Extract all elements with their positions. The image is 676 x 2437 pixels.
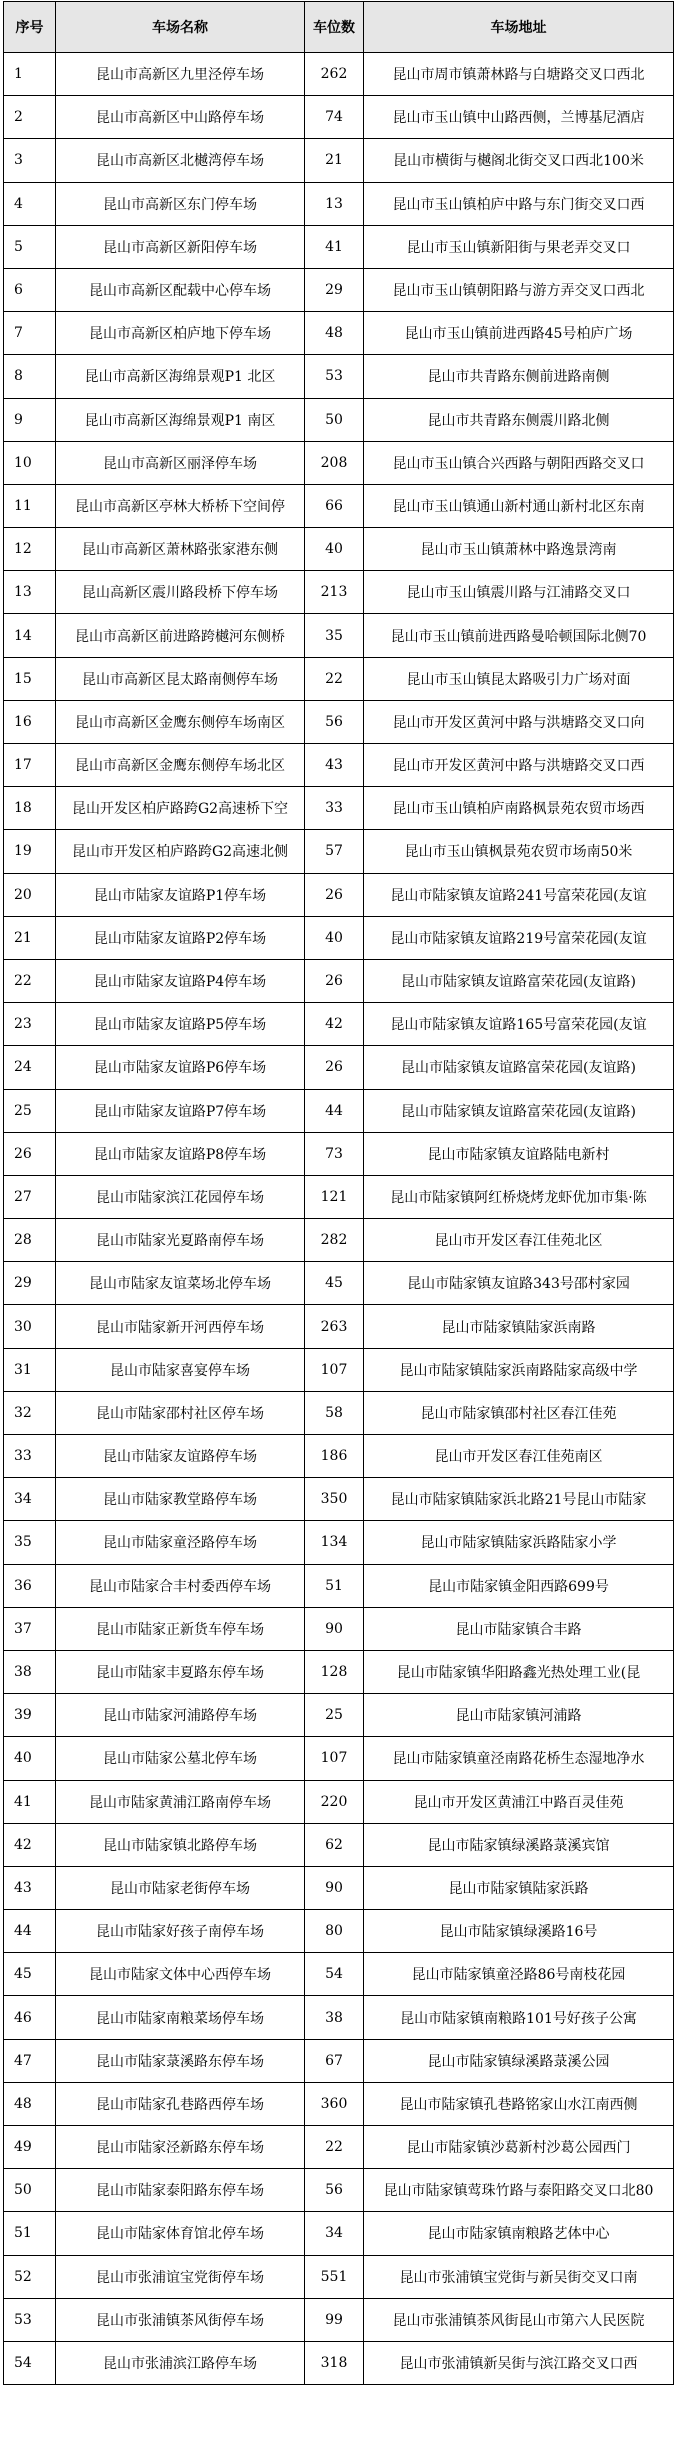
table-row [4,873,674,916]
row-lot-name: 昆山市高新区北樾湾停车场 [56,139,305,182]
row-seq: 11 [4,484,56,527]
row-lot-name: 昆山市高新区前进路跨樾河东侧桥 [56,614,305,657]
row-address: 昆山市张浦镇茶风街昆山市第六人民医院 [364,2298,674,2341]
row-lot-name: 昆山市陆家邵村社区停车场 [56,1391,305,1434]
row-address: 昆山市陆家镇童泾南路花桥生态湿地净水 [364,1737,674,1780]
table-body [4,53,674,2385]
row-seq: 4 [4,182,56,225]
row-seq: 3 [4,139,56,182]
row-seq: 31 [4,1348,56,1391]
row-space-count: 66 [305,484,364,527]
row-seq: 54 [4,2341,56,2384]
row-seq: 28 [4,1219,56,1262]
table-row [4,1607,674,1650]
row-seq: 21 [4,916,56,959]
row-lot-name: 昆山市陆家友谊路P8停车场 [56,1132,305,1175]
row-space-count: 62 [305,1823,364,1866]
row-address: 昆山市陆家镇南粮路艺体中心 [364,2212,674,2255]
row-lot-name: 昆山市陆家河浦路停车场 [56,1694,305,1737]
row-space-count: 40 [305,528,364,571]
row-address: 昆山市玉山镇柏庐南路枫景苑农贸市场西 [364,787,674,830]
row-lot-name: 昆山市陆家南粮菜场停车场 [56,1996,305,2039]
row-address: 昆山市玉山镇朝阳路与游方弄交叉口西北 [364,268,674,311]
row-space-count: 350 [305,1478,364,1521]
row-address: 昆山市陆家镇陆家浜南路陆家高级中学 [364,1348,674,1391]
row-address: 昆山市陆家镇河浦路 [364,1694,674,1737]
row-lot-name: 昆山市陆家合丰村委西停车场 [56,1564,305,1607]
row-seq: 35 [4,1521,56,1564]
row-seq: 13 [4,571,56,614]
row-seq: 40 [4,1737,56,1780]
row-lot-name: 昆山市陆家光夏路南停车场 [56,1219,305,1262]
table-header [4,2,674,53]
row-address: 昆山市张浦镇宝党街与新吴街交叉口南 [364,2255,674,2298]
row-address: 昆山市陆家镇绿溪路菉溪宾馆 [364,1823,674,1866]
row-seq: 7 [4,312,56,355]
row-space-count: 99 [305,2298,364,2341]
row-seq: 29 [4,1262,56,1305]
row-address: 昆山市陆家镇南粮路101号好孩子公寓 [364,1996,674,2039]
table-row [4,657,674,700]
row-lot-name: 昆山市陆家新开河西停车场 [56,1305,305,1348]
row-lot-name: 昆山市陆家泾新路东停车场 [56,2126,305,2169]
row-space-count: 186 [305,1435,364,1478]
table-row [4,1650,674,1693]
row-lot-name: 昆山市高新区海绵景观P1 南区 [56,398,305,441]
row-address: 昆山市共青路东侧前进路南侧 [364,355,674,398]
row-lot-name: 昆山市高新区萧林路张家港东侧 [56,528,305,571]
table-row [4,2082,674,2125]
row-lot-name: 昆山市陆家镇北路停车场 [56,1823,305,1866]
row-address: 昆山市陆家镇友谊路富荣花园(友谊路) [364,1046,674,1089]
row-space-count: 80 [305,1910,364,1953]
row-address: 昆山市周市镇萧林路与白塘路交叉口西北 [364,53,674,96]
table-row [4,571,674,614]
row-address: 昆山市陆家镇友谊路富荣花园(友谊路) [364,1089,674,1132]
table-row [4,2298,674,2341]
row-address: 昆山市陆家镇绿溪路菉溪公园 [364,2039,674,2082]
row-address: 昆山市玉山镇新阳街与果老弄交叉口 [364,225,674,268]
row-seq: 33 [4,1435,56,1478]
row-seq: 1 [4,53,56,96]
row-space-count: 45 [305,1262,364,1305]
row-address: 昆山市陆家镇陆家浜路陆家小学 [364,1521,674,1564]
row-address: 昆山市开发区黄河中路与洪塘路交叉口西 [364,744,674,787]
row-space-count: 134 [305,1521,364,1564]
row-space-count: 58 [305,1391,364,1434]
row-address: 昆山市开发区春江佳苑南区 [364,1435,674,1478]
row-space-count: 13 [305,182,364,225]
row-lot-name: 昆山高新区震川路段桥下停车场 [56,571,305,614]
table-row [4,53,674,96]
table-row [4,1478,674,1521]
row-space-count: 51 [305,1564,364,1607]
table-row [4,1780,674,1823]
table-row [4,182,674,225]
table-row [4,1348,674,1391]
row-address: 昆山市开发区黄浦江中路百灵佳苑 [364,1780,674,1823]
row-address: 昆山市陆家镇友谊路165号富荣花园(友谊 [364,1003,674,1046]
row-seq: 37 [4,1607,56,1650]
row-address: 昆山市玉山镇萧林中路逸景湾南 [364,528,674,571]
row-space-count: 43 [305,744,364,787]
row-address: 昆山市陆家镇友谊路241号富荣花园(友谊 [364,873,674,916]
row-lot-name: 昆山市高新区丽泽停车场 [56,441,305,484]
row-lot-name: 昆山市高新区亭林大桥桥下空间停 [56,484,305,527]
row-space-count: 208 [305,441,364,484]
row-space-count: 41 [305,225,364,268]
table-row [4,2341,674,2384]
row-lot-name: 昆山市陆家文体中心西停车场 [56,1953,305,1996]
row-address: 昆山市陆家镇陆家浜南路 [364,1305,674,1348]
row-address: 昆山市玉山镇枫景苑农贸市场南50米 [364,830,674,873]
row-seq: 10 [4,441,56,484]
row-lot-name: 昆山市陆家丰夏路东停车场 [56,1650,305,1693]
row-space-count: 26 [305,1046,364,1089]
row-address: 昆山市陆家镇金阳西路699号 [364,1564,674,1607]
row-lot-name: 昆山市陆家童泾路停车场 [56,1521,305,1564]
table-row [4,268,674,311]
row-seq: 47 [4,2039,56,2082]
row-address: 昆山市陆家镇合丰路 [364,1607,674,1650]
table-row [4,1521,674,1564]
row-space-count: 57 [305,830,364,873]
table-row [4,1132,674,1175]
row-lot-name: 昆山市陆家泰阳路东停车场 [56,2169,305,2212]
header-count: 车位数 [305,2,364,53]
table-row [4,1305,674,1348]
row-space-count: 318 [305,2341,364,2384]
row-space-count: 48 [305,312,364,355]
row-lot-name: 昆山市陆家友谊路P1停车场 [56,873,305,916]
row-seq: 5 [4,225,56,268]
row-seq: 30 [4,1305,56,1348]
row-address: 昆山市张浦镇新吴街与滨江路交叉口西 [364,2341,674,2384]
table-row [4,1953,674,1996]
row-seq: 43 [4,1866,56,1909]
row-space-count: 56 [305,700,364,743]
row-address: 昆山市陆家镇绿溪路16号 [364,1910,674,1953]
row-seq: 51 [4,2212,56,2255]
row-space-count: 29 [305,268,364,311]
row-space-count: 121 [305,1175,364,1218]
row-lot-name: 昆山市高新区九里泾停车场 [56,53,305,96]
row-seq: 23 [4,1003,56,1046]
table-row [4,139,674,182]
table-row [4,2255,674,2298]
row-lot-name: 昆山市高新区柏庐地下停车场 [56,312,305,355]
table-row [4,398,674,441]
row-seq: 38 [4,1650,56,1693]
row-seq: 46 [4,1996,56,2039]
row-lot-name: 昆山市开发区柏庐路跨G2高速北侧 [56,830,305,873]
row-lot-name: 昆山市陆家老街停车场 [56,1866,305,1909]
row-seq: 9 [4,398,56,441]
row-address: 昆山市玉山镇柏庐中路与东门街交叉口西 [364,182,674,225]
row-space-count: 263 [305,1305,364,1348]
row-lot-name: 昆山市陆家友谊路P6停车场 [56,1046,305,1089]
row-seq: 50 [4,2169,56,2212]
row-lot-name: 昆山市陆家友谊路P2停车场 [56,916,305,959]
row-lot-name: 昆山市陆家黄浦江路南停车场 [56,1780,305,1823]
row-seq: 45 [4,1953,56,1996]
row-space-count: 44 [305,1089,364,1132]
row-address: 昆山市玉山镇中山路西侧，兰博基尼酒店 [364,96,674,139]
table-row [4,2039,674,2082]
row-address: 昆山市开发区黄河中路与洪塘路交叉口向 [364,700,674,743]
row-address: 昆山市玉山镇通山新村通山新村北区东南 [364,484,674,527]
row-address: 昆山市陆家镇友谊路343号邵村家园 [364,1262,674,1305]
row-address: 昆山市陆家镇陆家浜路 [364,1866,674,1909]
row-seq: 36 [4,1564,56,1607]
table-row [4,1175,674,1218]
row-seq: 12 [4,528,56,571]
row-space-count: 360 [305,2082,364,2125]
row-lot-name: 昆山市陆家友谊路P5停车场 [56,1003,305,1046]
row-lot-name: 昆山市陆家喜宴停车场 [56,1348,305,1391]
row-space-count: 73 [305,1132,364,1175]
row-space-count: 26 [305,959,364,1002]
row-seq: 26 [4,1132,56,1175]
row-lot-name: 昆山市陆家正新货车停车场 [56,1607,305,1650]
row-seq: 2 [4,96,56,139]
row-space-count: 56 [305,2169,364,2212]
row-lot-name: 昆山市陆家菉溪路东停车场 [56,2039,305,2082]
row-space-count: 53 [305,355,364,398]
row-space-count: 25 [305,1694,364,1737]
row-address: 昆山市陆家镇童泾路86号南枝花园 [364,1953,674,1996]
row-space-count: 262 [305,53,364,96]
table-row [4,1003,674,1046]
table-row [4,2212,674,2255]
table-row [4,1866,674,1909]
row-seq: 41 [4,1780,56,1823]
row-lot-name: 昆山市陆家教堂路停车场 [56,1478,305,1521]
row-address: 昆山市开发区春江佳苑北区 [364,1219,674,1262]
row-seq: 18 [4,787,56,830]
table-row [4,528,674,571]
row-lot-name: 昆山市陆家孔巷路西停车场 [56,2082,305,2125]
row-seq: 6 [4,268,56,311]
table-row [4,1046,674,1089]
table-row [4,1694,674,1737]
row-address: 昆山市陆家镇莺珠竹路与泰阳路交叉口北80 [364,2169,674,2212]
table-row [4,1996,674,2039]
table-row [4,2169,674,2212]
row-address: 昆山市玉山镇震川路与江浦路交叉口 [364,571,674,614]
header-address: 车场地址 [364,2,674,53]
row-lot-name: 昆山市陆家公墓北停车场 [56,1737,305,1780]
row-seq: 22 [4,959,56,1002]
row-lot-name: 昆山市高新区海绵景观P1 北区 [56,355,305,398]
row-lot-name: 昆山市陆家友谊菜场北停车场 [56,1262,305,1305]
row-lot-name: 昆山市陆家滨江花园停车场 [56,1175,305,1218]
row-space-count: 34 [305,2212,364,2255]
header-name: 车场名称 [56,2,305,53]
table-row [4,1737,674,1780]
row-address: 昆山市玉山镇前进西路曼哈顿国际北侧70 [364,614,674,657]
row-space-count: 40 [305,916,364,959]
row-space-count: 282 [305,1219,364,1262]
table-row [4,96,674,139]
table-row [4,1219,674,1262]
table-row [4,2126,674,2169]
row-space-count: 90 [305,1866,364,1909]
row-seq: 24 [4,1046,56,1089]
row-seq: 39 [4,1694,56,1737]
table-row [4,225,674,268]
row-seq: 53 [4,2298,56,2341]
row-space-count: 74 [305,96,364,139]
table-row [4,744,674,787]
table-row [4,614,674,657]
row-space-count: 26 [305,873,364,916]
row-space-count: 54 [305,1953,364,1996]
row-seq: 14 [4,614,56,657]
row-space-count: 213 [305,571,364,614]
row-space-count: 42 [305,1003,364,1046]
row-space-count: 90 [305,1607,364,1650]
row-space-count: 38 [305,1996,364,2039]
row-address: 昆山市陆家镇孔巷路铭家山水江南西侧 [364,2082,674,2125]
row-seq: 16 [4,700,56,743]
table-row [4,312,674,355]
row-lot-name: 昆山市高新区东门停车场 [56,182,305,225]
table-row [4,1089,674,1132]
row-seq: 42 [4,1823,56,1866]
row-space-count: 22 [305,2126,364,2169]
table-row [4,959,674,1002]
row-seq: 8 [4,355,56,398]
row-address: 昆山市玉山镇合兴西路与朝阳西路交叉口 [364,441,674,484]
row-space-count: 220 [305,1780,364,1823]
table-row [4,1262,674,1305]
row-address: 昆山市陆家镇友谊路219号富荣花园(友谊 [364,916,674,959]
row-seq: 27 [4,1175,56,1218]
table-row [4,1910,674,1953]
row-lot-name: 昆山市陆家友谊路P4停车场 [56,959,305,1002]
table-row [4,484,674,527]
row-address: 昆山市陆家镇友谊路富荣花园(友谊路) [364,959,674,1002]
row-lot-name: 昆山市陆家体育馆北停车场 [56,2212,305,2255]
table-row [4,1391,674,1434]
row-space-count: 107 [305,1737,364,1780]
row-space-count: 22 [305,657,364,700]
table-row [4,787,674,830]
row-seq: 19 [4,830,56,873]
parking-lot-table [3,1,674,2385]
row-seq: 17 [4,744,56,787]
row-space-count: 50 [305,398,364,441]
row-address: 昆山市陆家镇阿红桥烧烤龙虾优加市集·陈 [364,1175,674,1218]
row-seq: 15 [4,657,56,700]
row-lot-name: 昆山市高新区金鹰东侧停车场南区 [56,700,305,743]
row-space-count: 33 [305,787,364,830]
row-seq: 49 [4,2126,56,2169]
row-space-count: 128 [305,1650,364,1693]
table-row [4,916,674,959]
row-lot-name: 昆山市高新区配载中心停车场 [56,268,305,311]
row-lot-name: 昆山市张浦谊宝党街停车场 [56,2255,305,2298]
row-seq: 32 [4,1391,56,1434]
table-row [4,830,674,873]
table-row [4,1435,674,1478]
row-lot-name: 昆山市张浦镇茶风街停车场 [56,2298,305,2341]
row-lot-name: 昆山市高新区金鹰东侧停车场北区 [56,744,305,787]
row-lot-name: 昆山市高新区新阳停车场 [56,225,305,268]
row-address: 昆山市玉山镇前进西路45号柏庐广场 [364,312,674,355]
row-lot-name: 昆山市陆家好孩子南停车场 [56,1910,305,1953]
row-lot-name: 昆山市陆家友谊路停车场 [56,1435,305,1478]
row-address: 昆山市共青路东侧震川路北侧 [364,398,674,441]
row-lot-name: 昆山市张浦滨江路停车场 [56,2341,305,2384]
table-row [4,355,674,398]
table-row [4,1823,674,1866]
row-address: 昆山市横街与樾阁北街交叉口西北100米 [364,139,674,182]
row-lot-name: 昆山开发区柏庐路跨G2高速桥下空 [56,787,305,830]
row-seq: 34 [4,1478,56,1521]
table-row [4,441,674,484]
row-seq: 44 [4,1910,56,1953]
row-space-count: 107 [305,1348,364,1391]
row-seq: 20 [4,873,56,916]
row-space-count: 35 [305,614,364,657]
row-seq: 25 [4,1089,56,1132]
row-lot-name: 昆山市陆家友谊路P7停车场 [56,1089,305,1132]
row-space-count: 67 [305,2039,364,2082]
header-row [4,2,674,53]
row-address: 昆山市陆家镇陆家浜北路21号昆山市陆家 [364,1478,674,1521]
row-space-count: 21 [305,139,364,182]
row-space-count: 551 [305,2255,364,2298]
row-lot-name: 昆山市高新区昆太路南侧停车场 [56,657,305,700]
table-row [4,700,674,743]
row-seq: 52 [4,2255,56,2298]
table-row [4,1564,674,1607]
header-seq: 序号 [4,2,56,53]
row-address: 昆山市陆家镇沙葛新村沙葛公园西门 [364,2126,674,2169]
row-seq: 48 [4,2082,56,2125]
row-lot-name: 昆山市高新区中山路停车场 [56,96,305,139]
row-address: 昆山市陆家镇邵村社区春江佳苑 [364,1391,674,1434]
row-address: 昆山市玉山镇昆太路吸引力广场对面 [364,657,674,700]
row-address: 昆山市陆家镇友谊路陆电新村 [364,1132,674,1175]
row-address: 昆山市陆家镇华阳路鑫光热处理工业(昆 [364,1650,674,1693]
